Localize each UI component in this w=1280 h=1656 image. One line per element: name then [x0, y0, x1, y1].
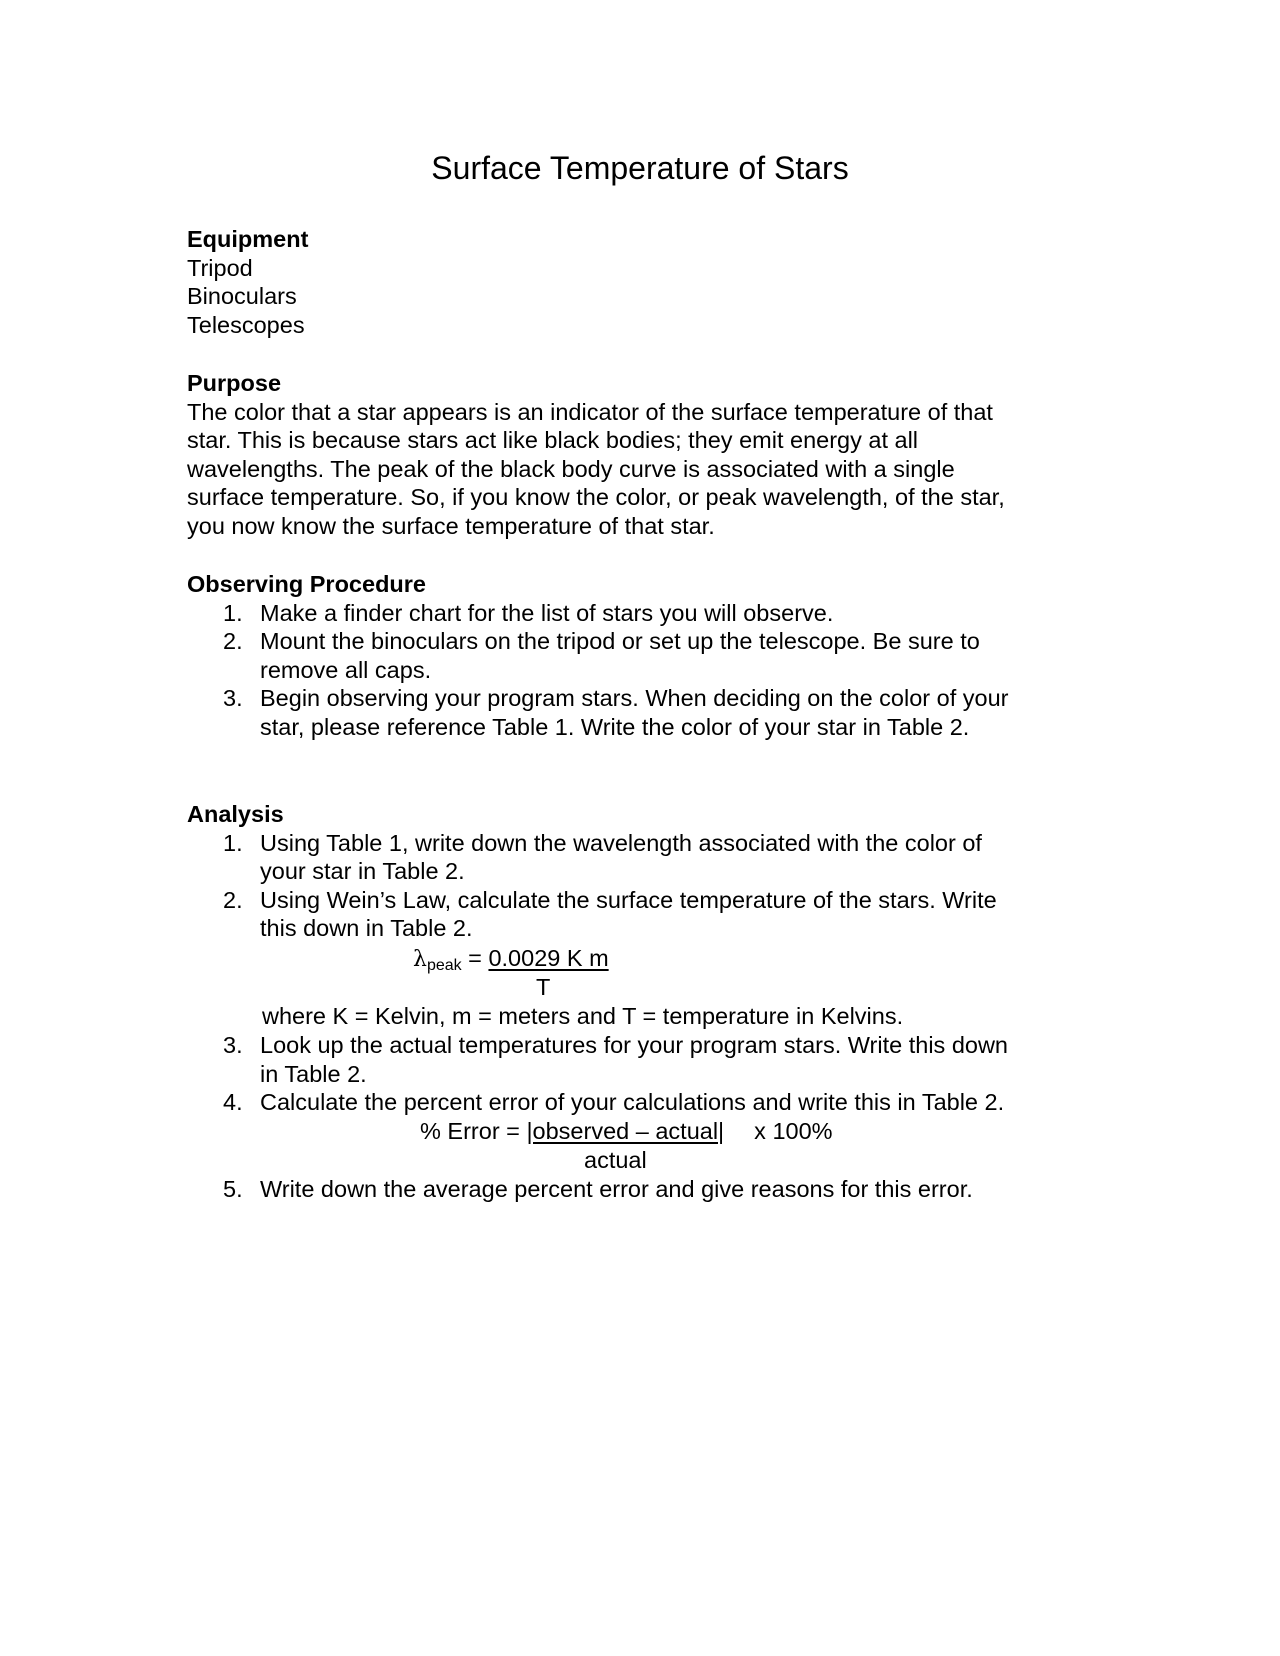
- list-item-text: this down in Table 2.: [260, 915, 473, 942]
- analysis-heading: Analysis: [187, 801, 284, 827]
- page-title: Surface Temperature of Stars: [431, 150, 849, 186]
- percent-error-denominator: actual: [584, 1147, 647, 1173]
- list-item-text: your star in Table 2.: [260, 858, 465, 885]
- list-item-text: Begin observing your program stars. When deciding on the color of your: [260, 685, 1009, 712]
- list-item-text: Using Table 1, write down the wavelength associated with the color of: [260, 829, 982, 856]
- list-number: 2.: [223, 628, 243, 655]
- purpose-line: you now know the surface temperature of that star.: [187, 512, 715, 539]
- wien-formula: [413, 944, 609, 977]
- equipment-section: [187, 225, 1087, 339]
- list-item: [187, 886, 1087, 943]
- purpose-heading: Purpose: [187, 370, 282, 396]
- list-item-text: Calculate the percent error of your calculations and write this in Table 2.: [260, 1089, 1005, 1116]
- list-item-text: Write down the average percent error and give reasons for this error.: [260, 1176, 973, 1202]
- list-item-text: Using Wein’s Law, calculate the surface temperature of the stars. Write: [260, 886, 997, 913]
- percent-error-lhs: % Error =: [420, 1118, 527, 1144]
- list-number: 4.: [223, 1089, 243, 1116]
- list-item-text: in Table 2.: [260, 1060, 367, 1087]
- purpose-line: The color that a star appears is an indicator of the surface temperature of that: [187, 398, 993, 425]
- analysis-section-cont: [187, 1031, 1087, 1117]
- percent-error-formula: [420, 1117, 833, 1146]
- formula-where-text: where K = Kelvin, m = meters and T = temperature in Kelvins.: [262, 1003, 904, 1029]
- equipment-item: Telescopes: [187, 311, 305, 338]
- observing-heading: Observing Procedure: [187, 571, 426, 597]
- list-number: 3.: [223, 685, 243, 712]
- list-number: 1.: [223, 599, 243, 626]
- equipment-item: Binoculars: [187, 283, 297, 310]
- list-item-text: Look up the actual temperatures for your program stars. Write this down: [260, 1032, 1008, 1058]
- list-number: 2.: [223, 886, 243, 913]
- lambda-symbol: λ: [413, 947, 427, 972]
- list-item: [187, 829, 1087, 886]
- list-item: [187, 1175, 1087, 1204]
- percent-error-numerator: |observed – actual|: [526, 1118, 725, 1144]
- list-number: 5.: [223, 1176, 243, 1202]
- list-number: 1.: [223, 829, 243, 856]
- formula-numerator: 0.0029 K m: [488, 945, 609, 971]
- purpose-line: wavelengths. The peak of the black body curve is associated with a single: [187, 455, 955, 482]
- list-item: [187, 1088, 1087, 1117]
- list-item-text: remove all caps.: [260, 656, 432, 683]
- list-item: [187, 1031, 1087, 1088]
- list-item-text: Make a finder chart for the list of stars you will observe.: [260, 599, 834, 626]
- equipment-item: Tripod: [187, 254, 253, 281]
- equals-sign: =: [461, 945, 489, 971]
- list-item: [187, 684, 1087, 741]
- observing-section: [187, 570, 1087, 742]
- percent-error-times: x 100%: [754, 1118, 833, 1144]
- purpose-line: surface temperature. So, if you know the color, or peak wavelength, of the star,: [187, 484, 1005, 511]
- list-item: [187, 599, 1087, 628]
- list-item-text: star, please reference Table 1. Write the color of your star in Table 2.: [260, 713, 970, 740]
- analysis-section: [187, 800, 1087, 943]
- list-item: [187, 627, 1087, 684]
- lambda-subscript: peak: [426, 957, 462, 974]
- formula-denominator: T: [536, 974, 551, 1000]
- list-number: 3.: [223, 1032, 243, 1058]
- purpose-section: [187, 369, 1087, 541]
- list-item-text: Mount the binoculars on the tripod or set up the telescope. Be sure to: [260, 628, 980, 655]
- analysis-section-end: [187, 1175, 1087, 1204]
- purpose-line: star. This is because stars act like black bodies; they emit energy at all: [187, 427, 919, 454]
- equipment-heading: Equipment: [187, 226, 309, 252]
